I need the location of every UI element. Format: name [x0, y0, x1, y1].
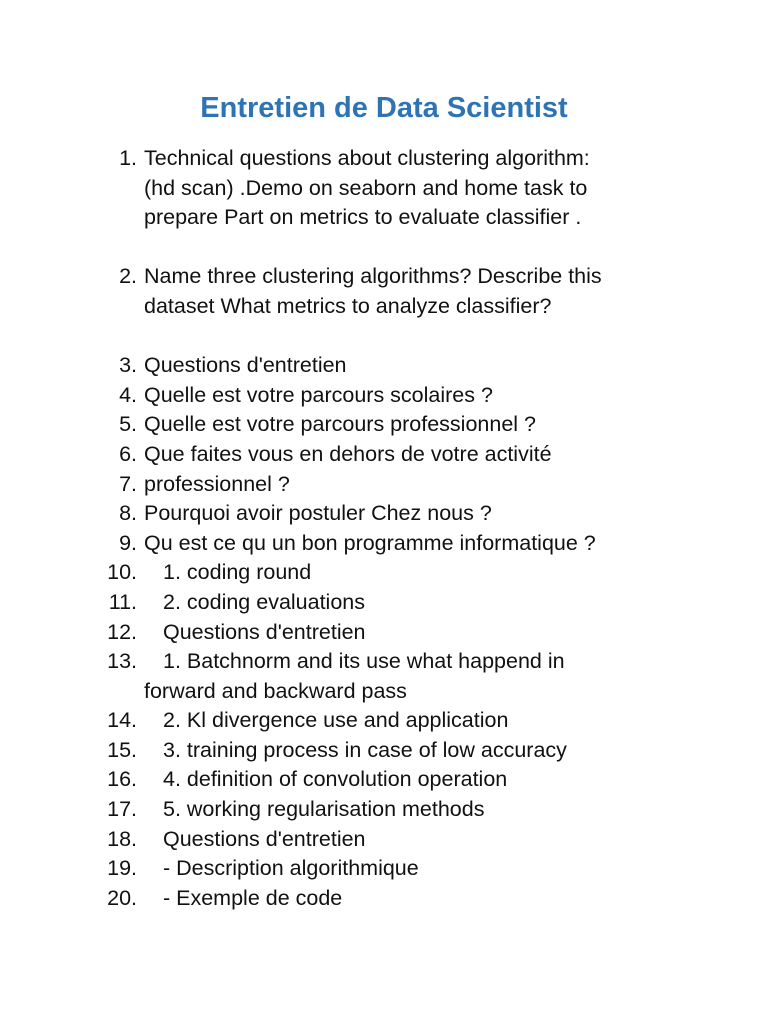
- list-item-line: Questions d'entretien: [163, 619, 366, 644]
- list-item: [0, 529, 768, 559]
- list-item-number: 19.: [107, 856, 137, 881]
- list-item: [0, 825, 768, 855]
- list-item: [0, 736, 768, 766]
- list-item-number: 2.: [119, 264, 137, 289]
- list-item-text: [144, 529, 748, 559]
- list-item: [0, 410, 768, 440]
- list-item: [0, 381, 768, 411]
- list-item: [0, 618, 768, 648]
- list-item-line: forward and backward pass: [144, 678, 407, 703]
- list-item-line: dataset What metrics to analyze classifier?: [144, 293, 552, 318]
- list-item-number: 10.: [107, 560, 137, 585]
- list-item: [0, 262, 768, 321]
- list-item-line: Questions d'entretien: [144, 353, 347, 378]
- list-item-number: 12.: [107, 619, 137, 644]
- list-item-line: Qu est ce qu un bon programme informatique ?: [144, 530, 596, 555]
- list-item-line: (hd scan) .Demo on seaborn and home task to: [144, 175, 588, 200]
- list-item-text: [144, 706, 748, 736]
- list-item-line: prepare Part on metrics to evaluate classifier .: [144, 205, 582, 230]
- question-list: [0, 144, 768, 913]
- list-item: [0, 351, 768, 381]
- list-item-line: Quelle est votre parcours scolaires ?: [144, 382, 493, 407]
- list-item-text: [144, 262, 748, 321]
- list-item-number: 20.: [107, 885, 137, 910]
- list-item-text: [144, 765, 748, 795]
- list-item-text: [144, 558, 748, 588]
- list-item-number: 8.: [119, 501, 137, 526]
- list-item-text: [144, 647, 748, 706]
- list-item-text: [144, 795, 748, 825]
- list-item-line: Questions d'entretien: [163, 826, 366, 851]
- list-item-line: 5. working regularisation methods: [163, 797, 485, 822]
- list-item-number: 14.: [107, 708, 137, 733]
- list-item: [0, 854, 768, 884]
- list-item-text: [144, 351, 748, 381]
- list-item-text: [144, 440, 748, 470]
- list-item-line: Name three clustering algorithms? Describe this: [144, 264, 602, 289]
- list-item: [0, 647, 768, 706]
- list-item-line: 2. Kl divergence use and application: [163, 708, 509, 733]
- list-item-text: [144, 825, 748, 855]
- list-item-number: 17.: [107, 797, 137, 822]
- list-item-text: [144, 854, 748, 884]
- list-item-number: 5.: [119, 412, 137, 437]
- list-item-number: 1.: [119, 146, 137, 170]
- list-item-line: 1. coding round: [163, 560, 312, 585]
- list-item-line: professionnel ?: [144, 471, 290, 496]
- list-item-text: [144, 618, 748, 648]
- list-item: [0, 558, 768, 588]
- list-item-line: 2. coding evaluations: [163, 589, 366, 614]
- list-item-text: [144, 588, 748, 618]
- list-item-number: 3.: [119, 353, 137, 378]
- list-item: [0, 795, 768, 825]
- list-item: [0, 588, 768, 618]
- list-item-number: 18.: [107, 826, 137, 851]
- list-item: [0, 706, 768, 736]
- list-item-text: [144, 736, 748, 766]
- list-item-number: 13.: [107, 649, 137, 674]
- list-item-text: [144, 410, 748, 440]
- list-item: [0, 440, 768, 470]
- list-item: [0, 144, 768, 233]
- list-item: [0, 765, 768, 795]
- list-item-text: [144, 470, 748, 500]
- list-item-line: Que faites vous en dehors de votre activité: [144, 441, 552, 466]
- list-item-number: 6.: [119, 441, 137, 466]
- list-item-line: 4. definition of convolution operation: [163, 767, 508, 792]
- list-item-number: 16.: [107, 767, 137, 792]
- list-item: [0, 499, 768, 529]
- list-item-number: 9.: [119, 530, 137, 555]
- list-item-text: [144, 381, 748, 411]
- list-item: [0, 884, 768, 914]
- list-item-text: [144, 144, 748, 233]
- list-item-text: [144, 499, 748, 529]
- list-item-line: 1. Batchnorm and its use what happend in: [163, 649, 565, 674]
- list-item: [0, 470, 768, 500]
- page-title: Entretien de Data Scientist: [200, 92, 568, 124]
- list-item-line: 3. training process in case of low accuracy: [163, 737, 567, 762]
- list-item-line: Pourquoi avoir postuler Chez nous ?: [144, 501, 492, 526]
- list-item-line: - Exemple de code: [163, 885, 343, 910]
- list-item-number: 7.: [119, 471, 137, 496]
- list-item-line: Quelle est votre parcours professionnel ?: [144, 412, 536, 437]
- list-item-text: [144, 884, 748, 914]
- list-item-number: 11.: [108, 589, 137, 614]
- list-item-number: 4.: [119, 382, 137, 407]
- list-item-line: - Description algorithmique: [163, 856, 419, 881]
- list-item-line: Technical questions about clustering algorithm:: [144, 146, 590, 170]
- list-item-number: 15.: [107, 737, 137, 762]
